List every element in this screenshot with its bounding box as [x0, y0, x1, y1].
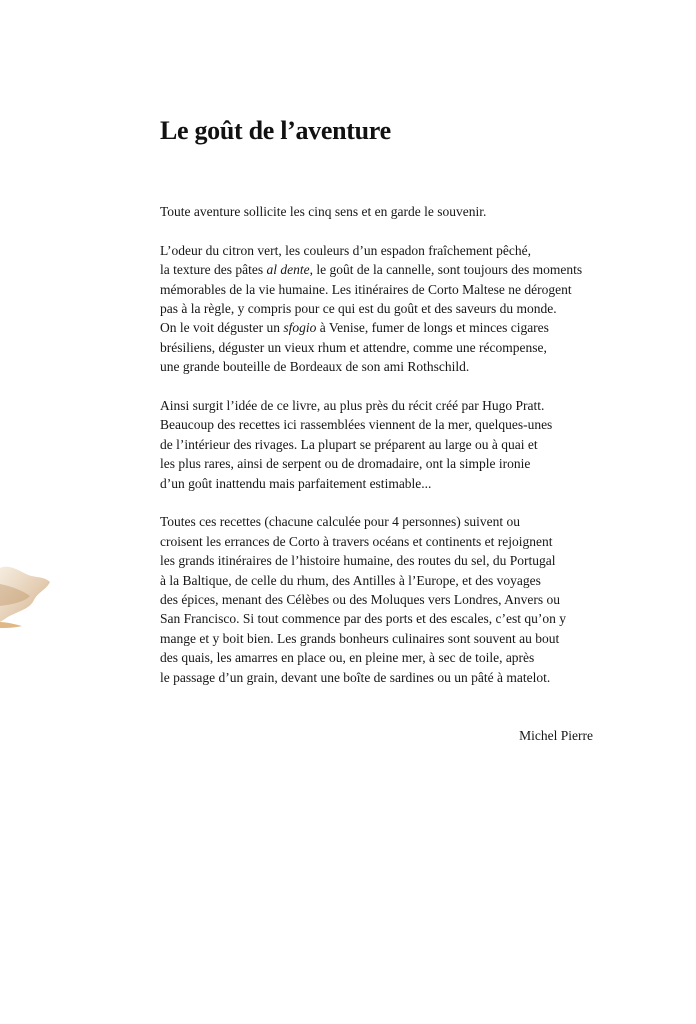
text-line: [160, 338, 600, 357]
text-line: [160, 202, 600, 221]
text-run: , le goût de la cannelle, sont toujours des moments: [309, 262, 583, 278]
text-line: [160, 318, 600, 337]
page-title: Le goût de l’aventure: [160, 116, 391, 145]
text-run: Toute aventure sollicite les cinq sens et en garde le souvenir.: [160, 204, 487, 219]
text-line: [160, 668, 600, 687]
text-run: le passage d’un grain, devant une boîte de sardines ou un pâté à matelot.: [160, 669, 551, 685]
text-run: pas à la règle, y compris pour ce qui est du goût et des saveurs du monde.: [160, 301, 557, 317]
text-run: On le voit déguster un: [160, 320, 284, 336]
text-run: de l’intérieur des rivages. La plupart se préparent au large ou à quai et: [160, 436, 538, 452]
text-line: [160, 609, 600, 628]
text-line: [160, 396, 600, 415]
text-line: [160, 629, 600, 648]
text-line: [160, 648, 600, 667]
paragraph: [160, 202, 600, 221]
text-line: [160, 551, 600, 570]
text-run: les plus rares, ainsi de serpent ou de dromadaire, ont la simple ironie: [160, 456, 531, 472]
text-line: [160, 241, 600, 260]
text-run: à la Baltique, de celle du rhum, des Antilles à l’Europe, et des voyages: [160, 572, 541, 588]
text-line: [160, 532, 600, 551]
italic-term: sfogio: [283, 320, 317, 336]
text-line: [160, 571, 600, 590]
text-run: les grands itinéraires de l’histoire humaine, des routes du sel, du Portugal: [160, 553, 556, 569]
text-run: la texture des pâtes: [160, 262, 267, 278]
text-line: [160, 435, 600, 454]
text-line: [160, 590, 600, 609]
text-line: [160, 415, 600, 434]
text-line: [160, 260, 600, 279]
italic-term: al dente: [266, 262, 310, 278]
text-run: San Francisco. Si tout commence par des ports et des escales, c’est qu’on y: [160, 611, 567, 627]
text-run: Ainsi surgit l’idée de ce livre, au plus près du récit créé par Hugo Pratt.: [160, 398, 545, 414]
text-line: [160, 474, 600, 493]
text-run: L’odeur du citron vert, les couleurs d’un espadon fraîchement pêché,: [160, 242, 531, 258]
paragraph: [160, 241, 600, 377]
text-run: à Venise, fumer de longs et minces cigares: [316, 320, 549, 336]
body-text: [160, 202, 600, 707]
text-run: brésiliens, déguster un vieux rhum et attendre, comme une récompense,: [160, 339, 547, 355]
text-line: [160, 357, 600, 376]
text-run: Beaucoup des recettes ici rassemblées viennent de la mer, quelques-unes: [160, 417, 553, 433]
text-run: des épices, menant des Célèbes ou des Moluques vers Londres, Anvers ou: [160, 592, 561, 608]
paragraph: [160, 396, 600, 493]
text-run: croisent les errances de Corto à travers océans et continents et rejoignent: [160, 533, 553, 549]
author-signature: Michel Pierre: [519, 728, 593, 743]
text-line: [160, 454, 600, 473]
text-run: d’un goût inattendu mais parfaitement estimable...: [160, 475, 432, 491]
text-line: [160, 299, 600, 318]
text-run: Toutes ces recettes (chacune calculée pour 4 personnes) suivent ou: [160, 514, 521, 530]
paragraph: [160, 512, 600, 687]
text-run: une grande bouteille de Bordeaux de son ami Rothschild.: [160, 359, 470, 375]
text-run: mange et y boit bien. Les grands bonheurs culinaires sont souvent au bout: [160, 630, 560, 646]
text-line: [160, 280, 600, 299]
text-line: [160, 512, 600, 531]
text-run: des quais, les amarres en place ou, en pleine mer, à sec de toile, après: [160, 650, 535, 666]
text-run: mémorables de la vie humaine. Les itinéraires de Corto Maltese ne dérogent: [160, 281, 572, 297]
watercolor-stain-decoration: [0, 560, 52, 640]
